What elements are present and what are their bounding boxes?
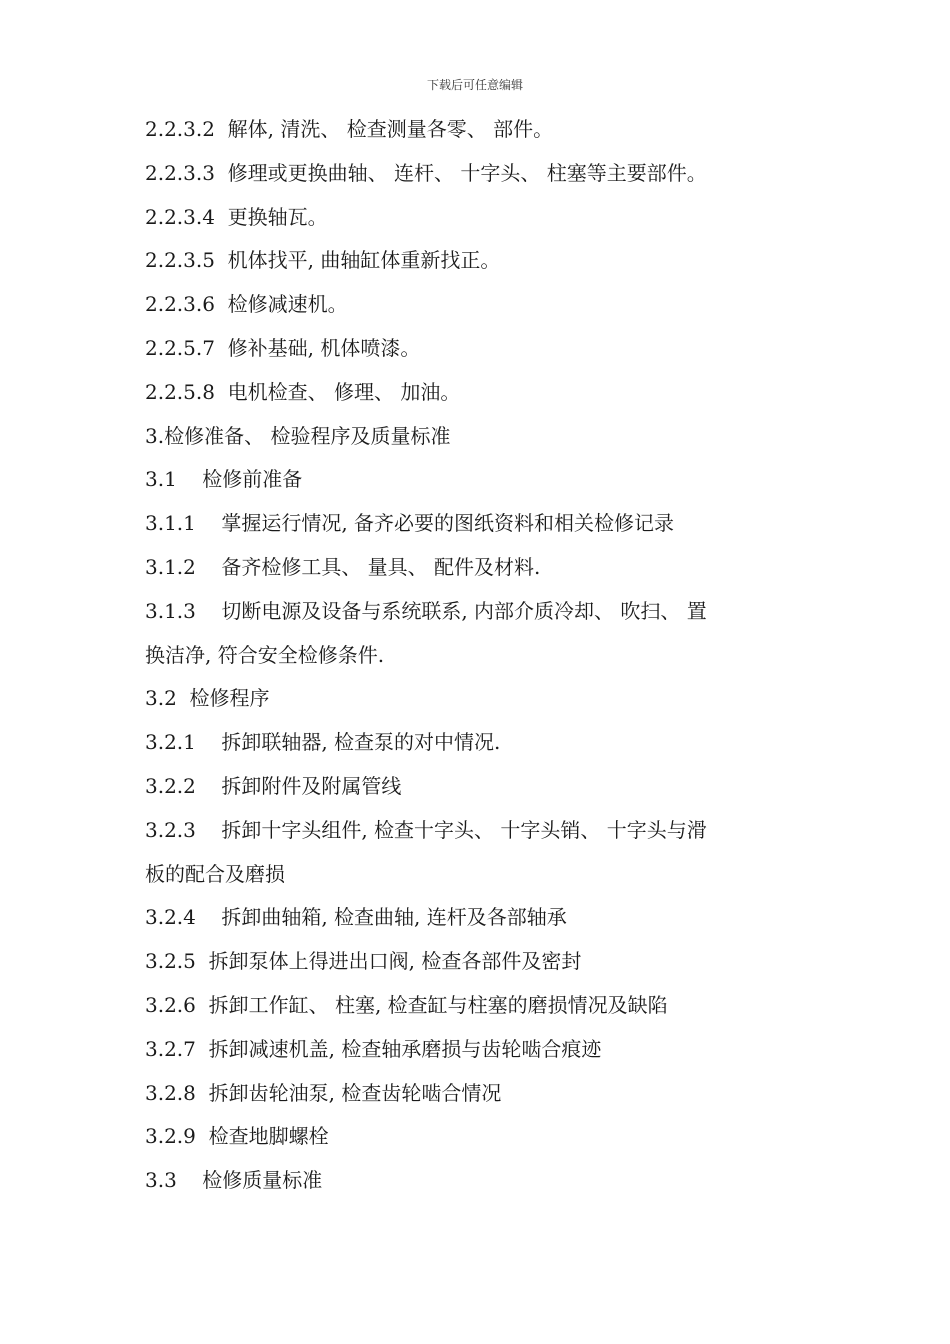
text-line: 2.2.5.8 电机检查、 修理、 加油。 <box>145 379 461 404</box>
text-line: 3.2.8 拆卸齿轮油泵, 检查齿轮啮合情况 <box>145 1080 502 1105</box>
text-line: 2.2.3.3 修理或更换曲轴、 连杆、 十字头、 柱塞等主要部件。 <box>145 160 707 185</box>
subsection-heading: 3.2 检修程序 <box>145 686 270 711</box>
subsection-heading: 3.3 检修质量标准 <box>145 1168 323 1193</box>
subsection-heading: 3.1 检修前准备 <box>145 467 303 492</box>
text-line: 2.2.5.7 修补基础, 机体喷漆。 <box>145 335 421 360</box>
document-body <box>145 108 815 1203</box>
text-line: 3.1.2 备齐检修工具、 量具、 配件及材料. <box>145 554 541 579</box>
text-line: 2.2.3.2 解体, 清洗、 检查测量各零、 部件。 <box>145 117 554 141</box>
text-line: 3.1.3 切断电源及设备与系统联系, 内部介质冷却、 吹扫、 置 <box>145 598 707 623</box>
text-line: 2.2.3.4 更换轴瓦。 <box>145 204 328 229</box>
text-line: 3.2.6 拆卸工作缸、 柱塞, 检查缸与柱塞的磨损情况及缺陷 <box>145 992 668 1017</box>
text-line: 3.2.4 拆卸曲轴箱, 检查曲轴, 连杆及各部轴承 <box>145 905 567 930</box>
section-heading: 3.检修准备、 检验程序及质量标准 <box>145 423 451 448</box>
text-line: 3.2.1 拆卸联轴器, 检查泵的对中情况. <box>145 730 501 755</box>
text-line: 3.2.2 拆卸附件及附属管线 <box>145 773 402 798</box>
text-line: 3.2.5 拆卸泵体上得进出口阀, 检查各部件及密封 <box>145 949 582 974</box>
text-line: 3.2.7 拆卸减速机盖, 检查轴承磨损与齿轮啮合痕迹 <box>145 1036 602 1061</box>
text-line: 2.2.3.5 机体找平, 曲轴缸体重新找正。 <box>145 248 501 273</box>
text-line: 3.2.9 检查地脚螺栓 <box>145 1124 329 1149</box>
text-line-continuation: 换洁净, 符合安全检修条件. <box>145 642 385 667</box>
text-line: 3.1.1 掌握运行情况, 备齐必要的图纸资料和相关检修记录 <box>145 511 675 536</box>
text-line-continuation: 板的配合及磨损 <box>145 861 285 886</box>
page-header: 下载后可任意编辑 <box>426 78 523 92</box>
text-line: 3.2.3 拆卸十字头组件, 检查十字头、 十字头销、 十字头与滑 <box>145 817 707 842</box>
text-line: 2.2.3.6 检修减速机。 <box>145 292 348 317</box>
